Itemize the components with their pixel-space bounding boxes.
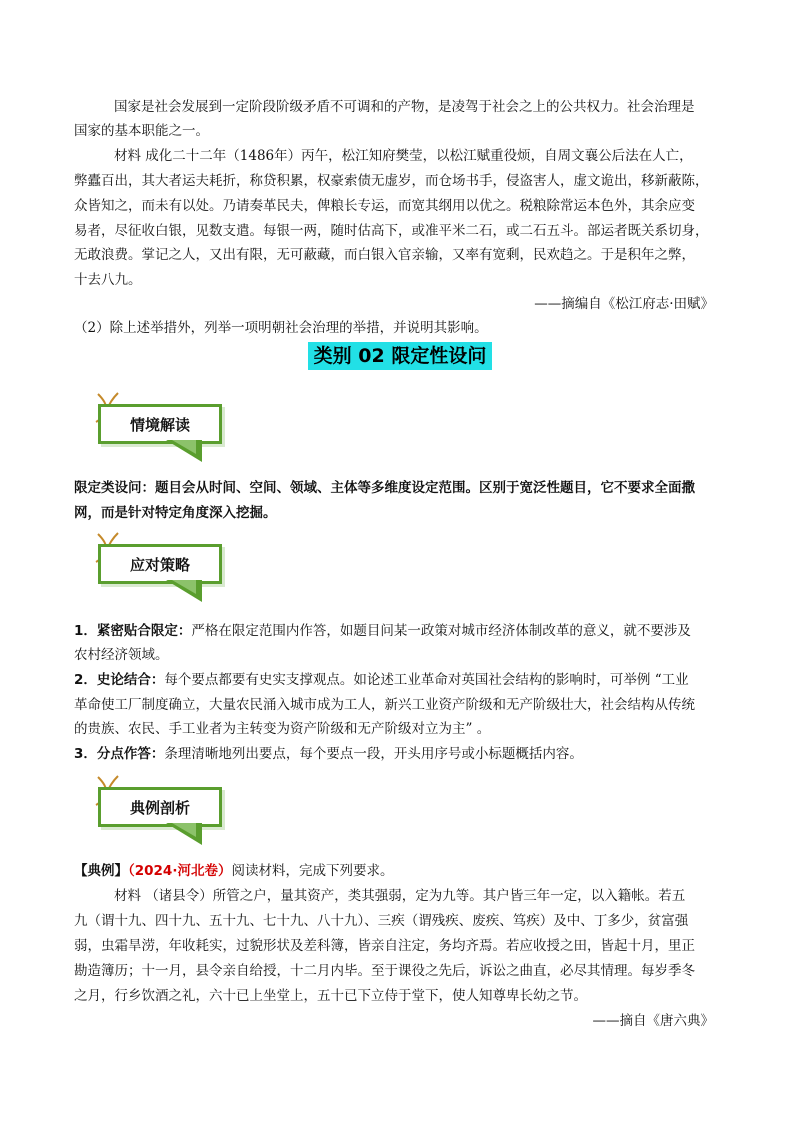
material1-line: 无敢浪费。掌记之人，又出有限，无可蔽藏，而白银入官亲输，又率有宽剩，民欢趋之。于是积年之弊，	[74, 247, 695, 263]
definition-line-1: 限定类设问：题目会从时间、空间、领域、主体等多维度设定范围。区别于宽泛性题目，它不要求全面撒	[74, 480, 695, 496]
example-prompt: 阅读材料，完成下列要求。	[231, 863, 394, 879]
strategy-item-1	[74, 621, 691, 641]
strategy-item-2-cont: 的贵族、农民、手工业者为主转变为资产阶级和无产阶级对立为主” 。	[74, 721, 491, 737]
strategy-item-3	[74, 744, 583, 764]
strategy-label: 3．分点作答：	[74, 746, 165, 762]
strategy-item-2-cont: 革命使工厂制度确立，大量农民涌入城市成为工人，新兴工业资产阶级和无产阶级壮大，社会结构从传统	[74, 697, 695, 713]
example-line: 弱，虫霜旱涝，年收耗实，过貌形状及差科簿，皆亲自注定，务均齐焉。若应收授之田，皆起十月，里正	[74, 938, 695, 954]
definition-line-2: 网，而是针对特定角度深入挖掘。	[74, 505, 277, 521]
material1-source: ——摘编自《松江府志·田赋》	[534, 296, 714, 312]
badge-example	[78, 773, 228, 853]
example-origin: （2024·河北卷）	[128, 863, 232, 879]
strategy-item-2	[74, 670, 689, 690]
question-2: （2）除上述举措外，列举一项明朝社会治理的举措，并说明其影响。	[74, 320, 488, 336]
badge-pointer-icon	[166, 823, 202, 845]
example-line: 勘造簿历；十一月，县令亲自给授，十二月内毕。至于课役之先后，诉讼之曲直，必尽其情理。每岁季冬	[74, 963, 695, 979]
example-line: 材料 （诸县令）所管之户，量其资产，类其强弱，定为九等。其户皆三年一定，以入籍帐。若五	[114, 888, 686, 904]
badge-pointer-icon	[166, 440, 202, 462]
example-line: 之月，行乡饮酒之礼，六十已上坐堂上，五十已下立侍于堂下，使人知尊卑长幼之节。	[74, 988, 587, 1004]
material1-line: 十去八九。	[74, 272, 142, 288]
material1-line: 材料 成化二十二年（1486年）丙午，松江知府樊莹，以松江赋重役烦，自周文襄公后法在人亡，	[114, 148, 693, 164]
badge-reading-label: 情境解读	[98, 404, 222, 444]
example-header	[74, 861, 393, 881]
strategy-text: 条理清晰地列出要点，每个要点一段，开头用序号或小标题概括内容。	[164, 746, 583, 762]
section-title	[0, 342, 800, 370]
intro-line-1: 国家是社会发展到一定阶段阶级矛盾不可调和的产物，是凌驾于社会之上的公共权力。社会治理是	[114, 99, 695, 115]
badge-strategy-label: 应对策略	[98, 544, 222, 584]
strategy-text: 每个要点都要有史实支撑观点。如论述工业革命对英国社会结构的影响时，可举例 “工业	[164, 672, 689, 688]
section-title-text: 类别 02 限定性设问	[308, 342, 493, 370]
badge-pointer-icon	[166, 580, 202, 602]
strategy-text: 严格在限定范围内作答，如题目问某一政策对城市经济体制改革的意义，就不要涉及	[191, 623, 691, 639]
example-source: ——摘自《唐六典》	[592, 1013, 714, 1029]
badge-reading	[78, 390, 228, 470]
strategy-item-1-cont: 农村经济领域。	[74, 647, 169, 663]
strategy-label: 1．紧密贴合限定：	[74, 623, 192, 639]
example-tag: 【典例】	[74, 863, 128, 879]
badge-strategy	[78, 530, 228, 610]
material1-line: 易者，尽征收白银，见数支遣。每银一两，随时估高下，或准平米二石，或二石五斗。部运者既关系切身，	[74, 223, 709, 239]
badge-example-label: 典例剖析	[98, 787, 222, 827]
example-line: 九（谓十九、四十九、五十九、七十九、八十九）、三疾（谓残疾、废疾、笃疾）及中、丁多少，贫富强	[74, 913, 689, 929]
material1-line: 弊蠹百出，其大者运夫耗折，称贷积累，权豪索债无虚岁，而仓场书手，侵盗害人，虚文诡出，移新蔽陈，	[74, 173, 709, 189]
material1-line: 众皆知之，而未有以处。乃请奏革民夫，俾粮长专运，而宽其纲用以优之。税粮除常运本色外，其余应变	[74, 198, 695, 214]
strategy-label: 2．史论结合：	[74, 672, 165, 688]
intro-line-2: 国家的基本职能之一。	[74, 123, 209, 139]
